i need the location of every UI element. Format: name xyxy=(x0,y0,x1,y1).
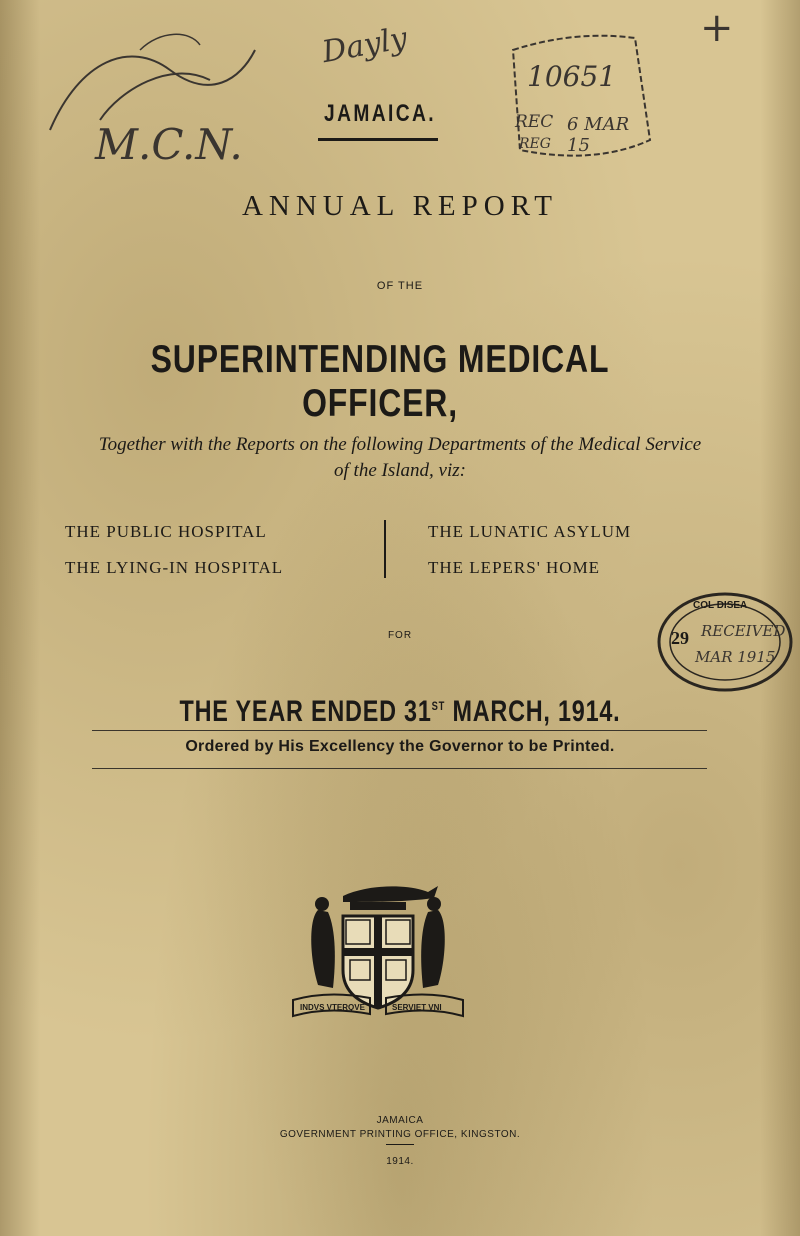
handwritten-scribble-top-center: Dayly xyxy=(319,20,410,71)
masthead-rule xyxy=(318,138,438,141)
registry-stamp-number: 10651 xyxy=(527,60,617,93)
year-ended-superscript: ST xyxy=(431,699,446,713)
year-ended-date: MARCH, 1914. xyxy=(445,695,621,728)
ordered-line: Ordered by His Excellency the Governor to be Printed. xyxy=(185,738,615,755)
together-line-2: of the Island, viz: xyxy=(334,460,466,481)
registry-stamp-rec: REC xyxy=(515,112,554,132)
superintending-medical-officer-title: SUPERINTENDING MEDICAL OFFICER, xyxy=(150,338,610,425)
year-ended-text: THE YEAR ENDED 31 xyxy=(179,695,432,728)
imprint-rule xyxy=(386,1144,414,1145)
ordered-rule-bottom xyxy=(92,768,707,769)
received-stamp-bottom: MAR 1915 xyxy=(695,648,776,666)
department-divider xyxy=(384,520,386,578)
received-stamp xyxy=(655,590,795,695)
handwritten-scribble-top-left: M.C.N. xyxy=(95,120,243,169)
handwritten-mark-top-right: + xyxy=(700,5,734,51)
jamaica-coat-of-arms xyxy=(288,880,468,1030)
crest-scroll-left: INDVS VTERQVE xyxy=(300,1003,365,1012)
of-the-label: OF THE xyxy=(376,280,424,292)
department-lying-in-hospital: THE LYING-IN HOSPITAL xyxy=(65,558,284,577)
imprint-year: 1914. xyxy=(386,1156,414,1167)
together-with-text xyxy=(30,432,770,484)
ordered-rule-top xyxy=(92,730,707,731)
registry-stamp-date: 6 MAR 15 xyxy=(567,114,630,156)
imprint-place: JAMAICA xyxy=(376,1115,424,1126)
received-stamp-left-number: 29 xyxy=(671,628,689,648)
together-line-1: Together with the Reports on the following Departments of the Medical Service xyxy=(98,434,702,455)
annual-report-heading: ANNUAL REPORT xyxy=(241,190,559,222)
handwritten-flourish-top-left xyxy=(40,20,270,150)
for-label: FOR xyxy=(387,630,413,641)
department-public-hospital: THE PUBLIC HOSPITAL xyxy=(65,522,267,541)
year-ended-line xyxy=(88,695,712,729)
department-lepers-home: THE LEPERS' HOME xyxy=(428,558,601,577)
registry-stamp-reg: REG xyxy=(519,136,551,152)
crest-scroll-right: SERVIET VNI xyxy=(392,1003,442,1012)
department-lunatic-asylum: THE LUNATIC ASYLUM xyxy=(428,522,632,541)
imprint-printer: GOVERNMENT PRINTING OFFICE, KINGSTON. xyxy=(279,1129,521,1140)
masthead-jamaica: JAMAICA. xyxy=(323,100,436,127)
registry-stamp xyxy=(505,30,655,165)
received-stamp-middle: RECEIVED xyxy=(701,622,786,640)
received-stamp-top: COL DISEA xyxy=(693,600,748,611)
